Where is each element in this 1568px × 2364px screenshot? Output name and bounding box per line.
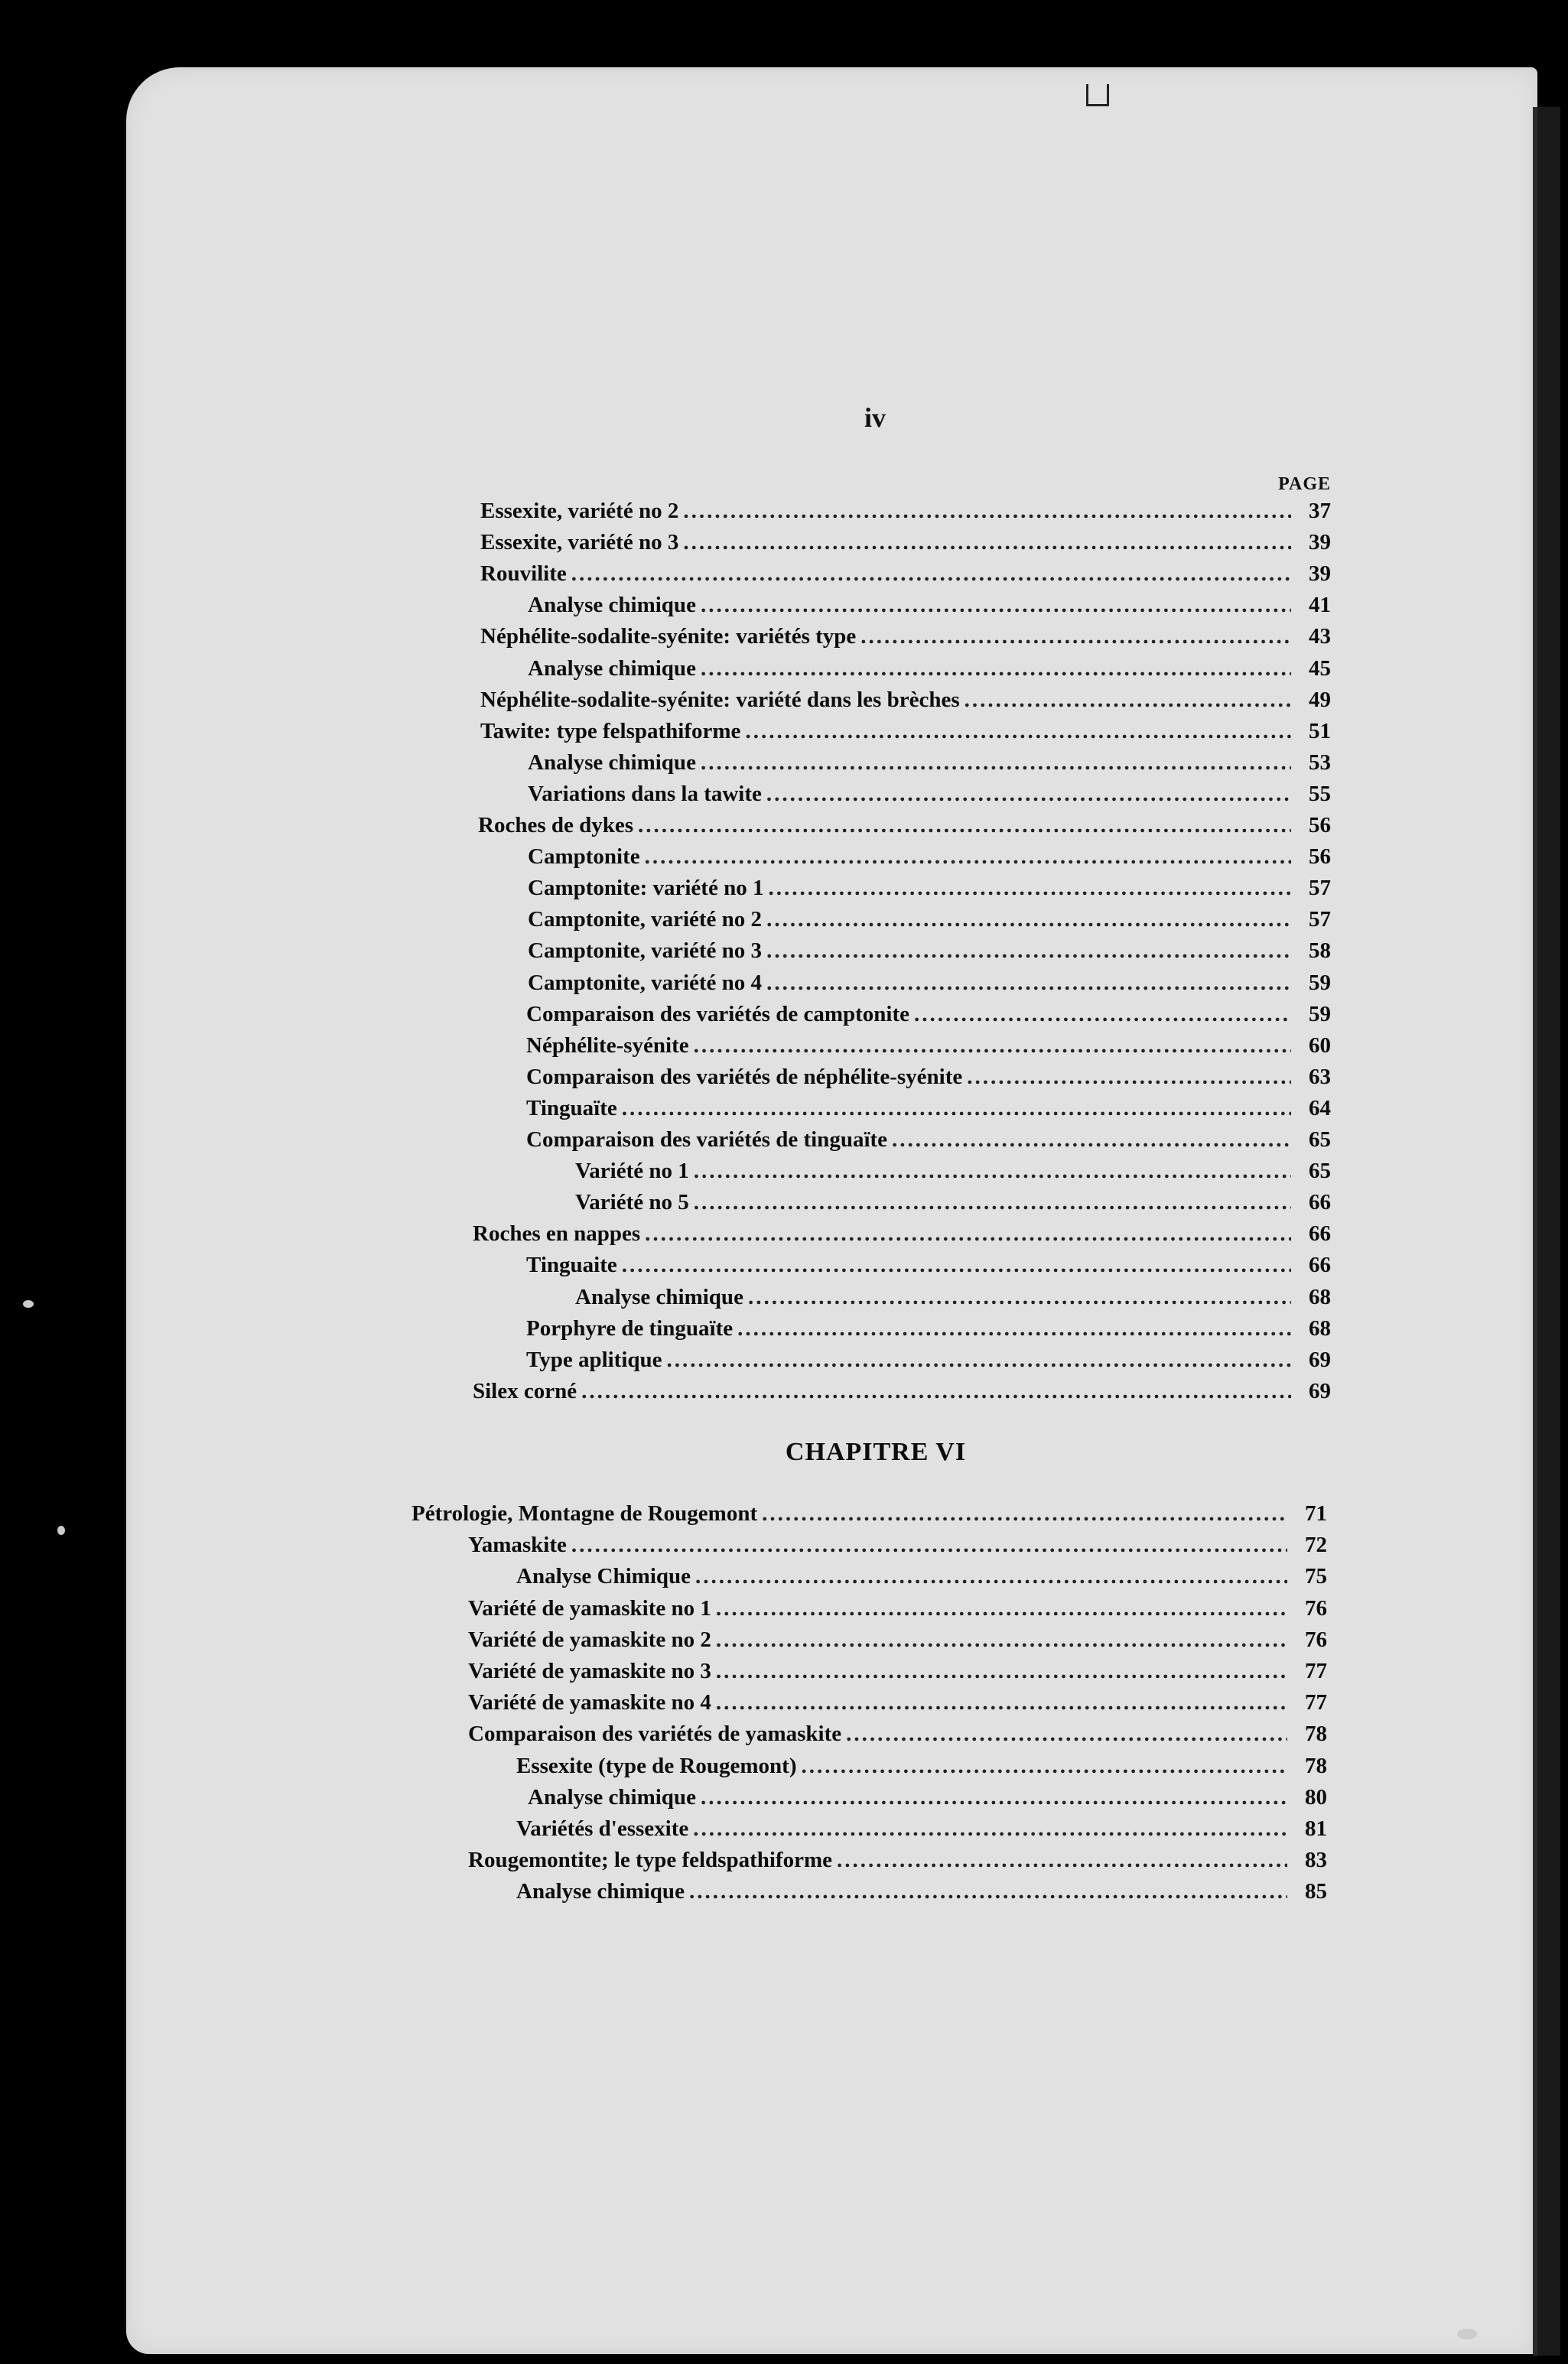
toc-entry	[528, 750, 1331, 781]
toc-entry	[468, 1690, 1327, 1721]
dot-leader	[716, 1659, 1287, 1684]
toc-entry-page-number: 78	[1305, 1722, 1327, 1747]
toc-entry	[480, 719, 1331, 750]
toc-entry-page-number: 58	[1309, 938, 1331, 964]
toc-entry-label: Rougemontite; le type feldspathiforme	[468, 1848, 832, 1873]
dot-leader	[965, 688, 1291, 713]
toc-entry	[526, 1002, 1331, 1032]
toc-entry-label: Variations dans la tawite	[528, 781, 762, 806]
toc-entry-label: Comparaison des variétés de yamaskite	[468, 1722, 842, 1747]
scan-speck	[1457, 2329, 1477, 2340]
toc-entry-label: Camptonite, variété no 2	[528, 907, 763, 932]
toc-entry-label: Roches de dykes	[478, 813, 634, 837]
toc-entry-label: Roches en nappes	[473, 1221, 641, 1247]
toc-entry	[480, 624, 1331, 655]
toc-entry	[473, 1221, 1331, 1252]
dot-leader	[768, 876, 1291, 901]
toc-entry-page-number: 59	[1309, 970, 1331, 995]
toc-entry-page-number: 71	[1305, 1501, 1327, 1526]
toc-entry-label: Variétés d'essexite	[516, 1816, 689, 1841]
toc-entry-label: Silex corné	[473, 1378, 577, 1403]
adjacent-page-edge	[1537, 107, 1560, 2356]
dot-leader	[695, 1564, 1287, 1589]
dot-leader	[967, 1065, 1291, 1090]
toc-entry-page-number: 66	[1309, 1253, 1331, 1278]
dot-leader	[737, 1316, 1291, 1341]
toc-entry-label: Rouvilite	[480, 561, 567, 587]
toc-entry	[478, 813, 1331, 844]
toc-entry-page-number: 66	[1309, 1190, 1331, 1215]
toc-entry-page-number: 39	[1309, 530, 1331, 555]
toc-entry	[528, 876, 1331, 906]
toc-entry-page-number: 59	[1309, 1001, 1331, 1026]
toc-entry-page-number: 81	[1305, 1816, 1327, 1841]
dot-leader	[766, 971, 1291, 996]
toc-entry	[526, 1033, 1331, 1064]
toc-entry-label: Essexite, variété no 3	[480, 530, 679, 555]
toc-entry	[528, 1785, 1327, 1816]
toc-entry	[480, 499, 1331, 529]
toc-entry	[575, 1190, 1331, 1221]
dot-leader	[701, 1785, 1287, 1810]
toc-entry-label: Camptonite	[528, 844, 640, 870]
dot-leader	[762, 1501, 1287, 1527]
toc-entry-label: Type aplitique	[526, 1347, 662, 1372]
toc-entry-page-number: 69	[1309, 1378, 1331, 1403]
dot-leader	[716, 1690, 1287, 1715]
dot-leader	[846, 1722, 1287, 1747]
toc-entry	[528, 938, 1331, 969]
toc-entry-page-number: 64	[1309, 1095, 1331, 1120]
toc-entry-page-number: 56	[1309, 813, 1331, 837]
toc-entry-page-number: 60	[1309, 1032, 1331, 1058]
toc-entry-label: Néphélite-sodalite-syénite: variété dans les brèches	[480, 687, 960, 712]
dot-leader	[766, 907, 1291, 932]
page-folio: iv	[864, 402, 886, 433]
toc-entry	[480, 688, 1331, 718]
toc-entry-label: Porphyre de tinguaïte	[526, 1315, 734, 1341]
dot-leader	[581, 1379, 1291, 1404]
toc-entry	[468, 1848, 1327, 1878]
toc-entry-page-number: 85	[1305, 1879, 1327, 1904]
toc-entry-page-number: 76	[1305, 1595, 1327, 1621]
toc-entry-page-number: 63	[1309, 1064, 1331, 1089]
toc-entry-page-number: 45	[1309, 655, 1331, 681]
toc-entry-label: Variété de yamaskite no 2	[468, 1627, 711, 1652]
dot-leader	[801, 1754, 1287, 1779]
toc-entry	[526, 1348, 1331, 1378]
dot-leader	[694, 1190, 1291, 1215]
toc-entry	[516, 1879, 1327, 1910]
toc-entry	[473, 1379, 1331, 1410]
dot-leader	[571, 561, 1291, 587]
dot-leader	[745, 719, 1291, 744]
toc-entry-label: Analyse Chimique	[516, 1564, 691, 1589]
toc-entry-label: Pétrologie, Montagne de Rougemont	[412, 1501, 758, 1526]
toc-entry-label: Tinguaïte	[526, 1095, 617, 1120]
page-tab-mark	[1086, 84, 1109, 106]
scan-speck	[57, 1526, 65, 1535]
toc-entry-label: Variété de yamaskite no 4	[468, 1690, 711, 1715]
toc-entry-page-number: 51	[1309, 718, 1331, 743]
dot-leader	[683, 499, 1291, 524]
toc-entry	[526, 1127, 1331, 1158]
dot-leader	[837, 1848, 1287, 1873]
dot-leader	[766, 782, 1291, 807]
dot-leader	[701, 593, 1291, 618]
toc-entry	[468, 1533, 1327, 1563]
toc-entry	[526, 1316, 1331, 1347]
dot-leader	[914, 1002, 1291, 1027]
toc-entry	[468, 1596, 1327, 1627]
toc-entry	[575, 1285, 1331, 1315]
dot-leader	[693, 1816, 1287, 1842]
toc-entry-label: Variété no 1	[575, 1159, 689, 1184]
toc-entry-label: Camptonite, variété no 3	[528, 938, 763, 964]
toc-entry-page-number: 75	[1305, 1564, 1327, 1589]
toc-entry-page-number: 80	[1305, 1784, 1327, 1810]
toc-entry-label: Variété de yamaskite no 1	[468, 1595, 711, 1621]
toc-entry-page-number: 41	[1309, 593, 1331, 618]
toc-entry	[468, 1722, 1327, 1752]
dot-leader	[701, 750, 1291, 776]
toc-entry-page-number: 57	[1309, 907, 1331, 932]
toc-entry-page-number: 83	[1305, 1848, 1327, 1873]
toc-entry-page-number: 76	[1305, 1627, 1327, 1652]
toc-entry-page-number: 57	[1309, 876, 1331, 901]
toc-entry	[516, 1754, 1327, 1784]
scan-speck	[23, 1300, 34, 1308]
toc-entry-page-number: 66	[1309, 1221, 1331, 1247]
toc-entry-page-number: 56	[1309, 844, 1331, 870]
toc-entry-label: Variété no 5	[575, 1190, 689, 1215]
toc-entry	[528, 593, 1331, 623]
toc-entry	[575, 1159, 1331, 1189]
toc-entry-page-number: 37	[1309, 499, 1331, 523]
toc-entry	[526, 1065, 1331, 1095]
toc-entry-label: Comparaison des variétés de tinguaïte	[526, 1127, 888, 1152]
dot-leader	[622, 1096, 1291, 1121]
toc-entry-label: Comparaison des variétés de camptonite	[526, 1001, 910, 1026]
toc-entry-label: Analyse chimique	[528, 593, 696, 618]
toc-entry-label: Tawite: type felspathiforme	[480, 718, 741, 743]
toc-entry-page-number: 43	[1309, 624, 1331, 649]
dot-leader	[571, 1533, 1287, 1558]
dot-leader	[689, 1879, 1287, 1904]
toc-entry-page-number: 72	[1305, 1533, 1327, 1558]
toc-entry-page-number: 39	[1309, 561, 1331, 587]
toc-entry-page-number: 65	[1309, 1127, 1331, 1152]
toc-entry	[480, 530, 1331, 561]
dot-leader	[716, 1627, 1287, 1653]
toc-entry-label: Néphélite-sodalite-syénite: variétés type	[480, 624, 857, 649]
toc-entry-label: Analyse chimique	[575, 1284, 743, 1309]
toc-entry-label: Analyse chimique	[516, 1879, 685, 1904]
toc-entry	[468, 1627, 1327, 1658]
toc-entry-page-number: 55	[1309, 781, 1331, 806]
toc-entry-page-number: 77	[1305, 1659, 1327, 1683]
toc-entry	[480, 561, 1331, 592]
toc-entry	[412, 1501, 1327, 1532]
toc-entry-page-number: 68	[1309, 1315, 1331, 1341]
dot-leader	[645, 844, 1291, 870]
toc-entry	[528, 971, 1331, 1001]
toc-entry-label: Variété de yamaskite no 3	[468, 1659, 711, 1683]
toc-entry-label: Essexite (type de Rougemont)	[516, 1753, 797, 1778]
toc-entry-page-number: 65	[1309, 1159, 1331, 1184]
dot-leader	[766, 938, 1291, 964]
toc-entry-page-number: 53	[1309, 750, 1331, 775]
toc-entry-label: Camptonite, variété no 4	[528, 970, 763, 995]
toc-entry	[526, 1253, 1331, 1283]
toc-entry	[526, 1096, 1331, 1127]
dot-leader	[701, 656, 1291, 681]
dot-leader	[748, 1285, 1291, 1310]
toc-entry-label: Analyse chimique	[528, 1784, 696, 1810]
toc-entry	[528, 907, 1331, 938]
toc-entry-page-number: 78	[1305, 1753, 1327, 1778]
dot-leader	[667, 1348, 1291, 1373]
dot-leader	[638, 813, 1291, 838]
toc-entry-label: Camptonite: variété no 1	[528, 876, 764, 901]
toc-entry	[528, 656, 1331, 687]
dot-leader	[622, 1253, 1291, 1278]
toc-entry-label: Yamaskite	[468, 1533, 567, 1558]
toc-entry-page-number: 77	[1305, 1690, 1327, 1715]
toc-entry-label: Tinguaite	[526, 1253, 617, 1278]
toc-entry	[516, 1564, 1327, 1595]
toc-entry	[528, 782, 1331, 812]
toc-entry-label: Analyse chimique	[528, 655, 696, 681]
toc-entry-page-number: 69	[1309, 1347, 1331, 1372]
toc-entry	[528, 844, 1331, 875]
toc-entry-label: Essexite, variété no 2	[480, 499, 679, 523]
toc-entry-page-number: 49	[1309, 687, 1331, 712]
dot-leader	[694, 1159, 1291, 1184]
dot-leader	[860, 624, 1291, 649]
chapter-heading: CHAPITRE VI	[785, 1438, 967, 1466]
toc-entry-page-number: 68	[1309, 1284, 1331, 1309]
toc-entry-label: Analyse chimique	[528, 750, 696, 775]
toc-entry-label: Comparaison des variétés de néphélite-syénite	[526, 1064, 963, 1089]
dot-leader	[892, 1127, 1291, 1153]
dot-leader	[645, 1221, 1291, 1247]
page-column-header: PAGE	[1278, 474, 1331, 494]
toc-entry-label: Néphélite-syénite	[526, 1032, 689, 1058]
dot-leader	[683, 530, 1291, 555]
toc-entry	[516, 1816, 1327, 1847]
dot-leader	[716, 1596, 1287, 1621]
dot-leader	[694, 1033, 1291, 1058]
toc-entry	[468, 1659, 1327, 1689]
